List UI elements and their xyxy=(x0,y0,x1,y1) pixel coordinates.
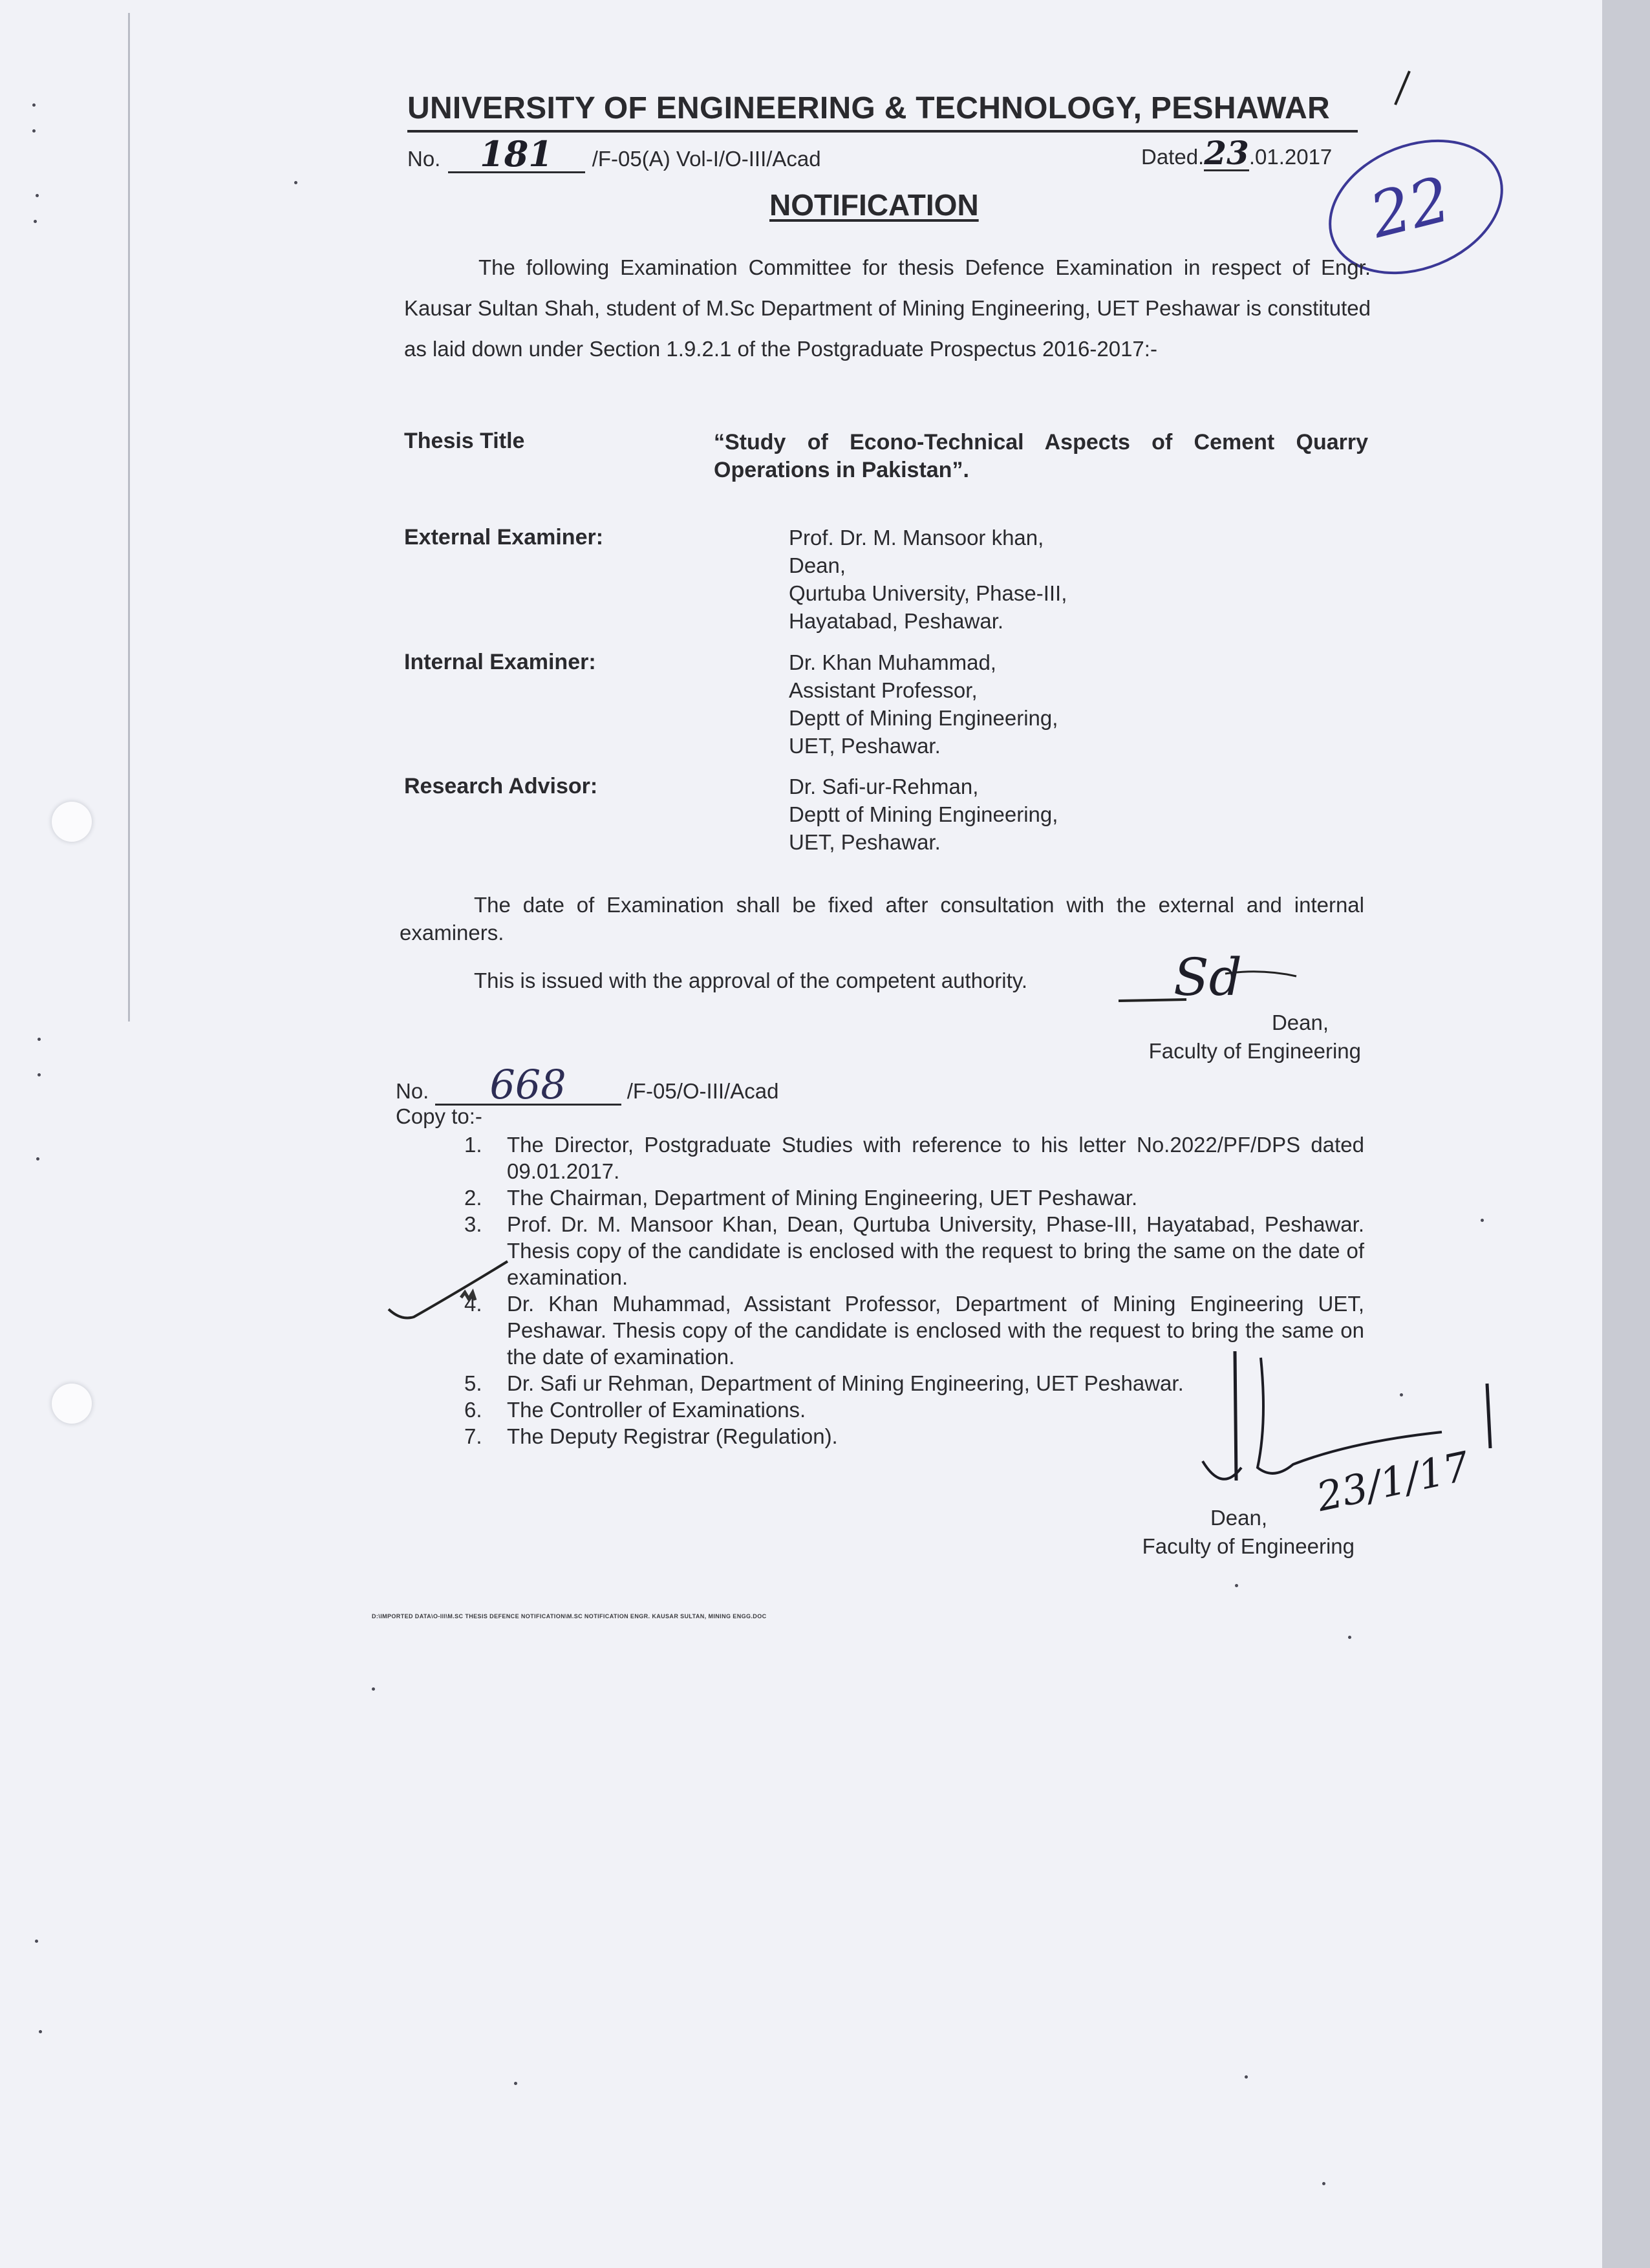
copy-ref-prefix: No. xyxy=(396,1079,429,1103)
list-item: 7. The Deputy Registrar (Regulation). xyxy=(464,1424,838,1448)
copy-ref-line xyxy=(396,1061,779,1108)
thesis-title-label: Thesis Title xyxy=(404,429,525,453)
second-signatory-block xyxy=(1028,1504,1355,1561)
list-item: 5. Dr. Safi ur Rehman, Department of Mining Engineering, UET Peshawar. xyxy=(464,1371,1184,1395)
notification-heading: NOTIFICATION xyxy=(769,188,979,222)
ref-suffix: /F-05(A) Vol-I/O-III/Acad xyxy=(592,147,821,171)
intro-paragraph xyxy=(404,247,1371,369)
file-path-footer: D:\IMPORTED DATA\O-III\M.SC THESIS DEFENCE NOTIFICATION\M.SC NOTIFICATION ENGR. KAUSAR SULTAN, MINING ENGG.DOC xyxy=(372,1613,767,1620)
sd-signature: Sd xyxy=(1173,947,1243,1007)
external-examiner-label: External Examiner: xyxy=(404,525,604,550)
copy-ref-number-handwritten: 668 xyxy=(435,1075,621,1106)
copy-to-label: Copy to:- xyxy=(396,1104,482,1128)
list-item: 6. The Controller of Examinations. xyxy=(464,1398,806,1422)
approval-sentence: This is issued with the approval of the competent authority. xyxy=(474,968,1028,992)
signature-date-handwritten: 23/1/17 xyxy=(1312,1442,1473,1521)
list-item: 4. Dr. Khan Muhammad, Assistant Professor, Department of Mining Engineering UET, Peshawar. Thesis copy of the candidate is enclosed with the request to bring the same on the date of examination. xyxy=(464,1292,1364,1369)
ref-number-line xyxy=(407,133,821,175)
date-day-handwritten: 23 xyxy=(1204,134,1249,172)
copy-ref-suffix: /F-05/O-III/Acad xyxy=(627,1079,779,1103)
date-line xyxy=(1141,134,1333,172)
checkmark-icon xyxy=(385,1257,514,1329)
intro-text: The following Examination Committee for thesis Defence Examination in respect of Engr. Kausar Sultan Shah, student of M.Sc Department of Mining Engineering, UET Peshawar is constituted as laid down under Section 1.9.2.1 of the Postgraduate Prospectus 2016-2017:- xyxy=(404,255,1371,361)
first-signatory-block xyxy=(1034,1009,1361,1065)
first-signatory-title: Dean, xyxy=(1271,1011,1329,1034)
list-item: 3. Prof. Dr. M. Mansoor Khan, Dean, Qurtuba University, Phase-III, Hayatabad, Peshawar. Thesis copy of the candidate is enclosed with the request to bring the same on the date of examination. xyxy=(464,1212,1364,1289)
research-advisor-label: Research Advisor: xyxy=(404,774,598,798)
circled-number: 22 xyxy=(1363,162,1457,253)
punch-hole-top xyxy=(52,802,92,842)
research-advisor-value: Dr. Safi-ur-Rehman, Deptt of Mining Engineering, UET, Peshawar. xyxy=(789,775,1058,854)
scan-edge xyxy=(1602,0,1650,2268)
external-examiner-value: Prof. Dr. M. Mansoor khan, Dean, Qurtuba University, Phase-III, Hayatabad, Peshawar. xyxy=(789,526,1067,633)
institution-title: UNIVERSITY OF ENGINEERING & TECHNOLOGY, PESHAWAR xyxy=(407,91,1331,125)
second-signatory-faculty: Faculty of Engineering xyxy=(1142,1534,1355,1558)
punch-hole-bottom xyxy=(52,1384,92,1424)
exam-date-paragraph xyxy=(400,891,1364,947)
margin-line xyxy=(128,13,130,1022)
thesis-title-value: “Study of Econo-Technical Aspects of Cement Quarry Operations in Pakistan”. xyxy=(714,430,1368,482)
title-underline xyxy=(407,130,1358,133)
list-item: 1. The Director, Postgraduate Studies with reference to his letter No.2022/PF/DPS dated 09.01.2017. xyxy=(464,1133,1364,1183)
list-item: 2. The Chairman, Department of Mining Engineering, UET Peshawar. xyxy=(464,1186,1138,1210)
ref-prefix: No. xyxy=(407,147,441,171)
date-suffix: .01.2017 xyxy=(1248,145,1333,169)
second-signatory-title: Dean, xyxy=(1210,1506,1267,1530)
ref-number-handwritten: 181 xyxy=(448,144,585,173)
first-signatory-faculty: Faculty of Engineering xyxy=(1148,1039,1361,1063)
exam-date-text: The date of Examination shall be fixed after consultation with the external and internal examiners. xyxy=(400,893,1364,945)
date-prefix: Dated. xyxy=(1141,145,1205,169)
internal-examiner-value: Dr. Khan Muhammad, Assistant Professor, Deptt of Mining Engineering, UET, Peshawar. xyxy=(789,650,1058,758)
internal-examiner-label: Internal Examiner: xyxy=(404,650,596,674)
